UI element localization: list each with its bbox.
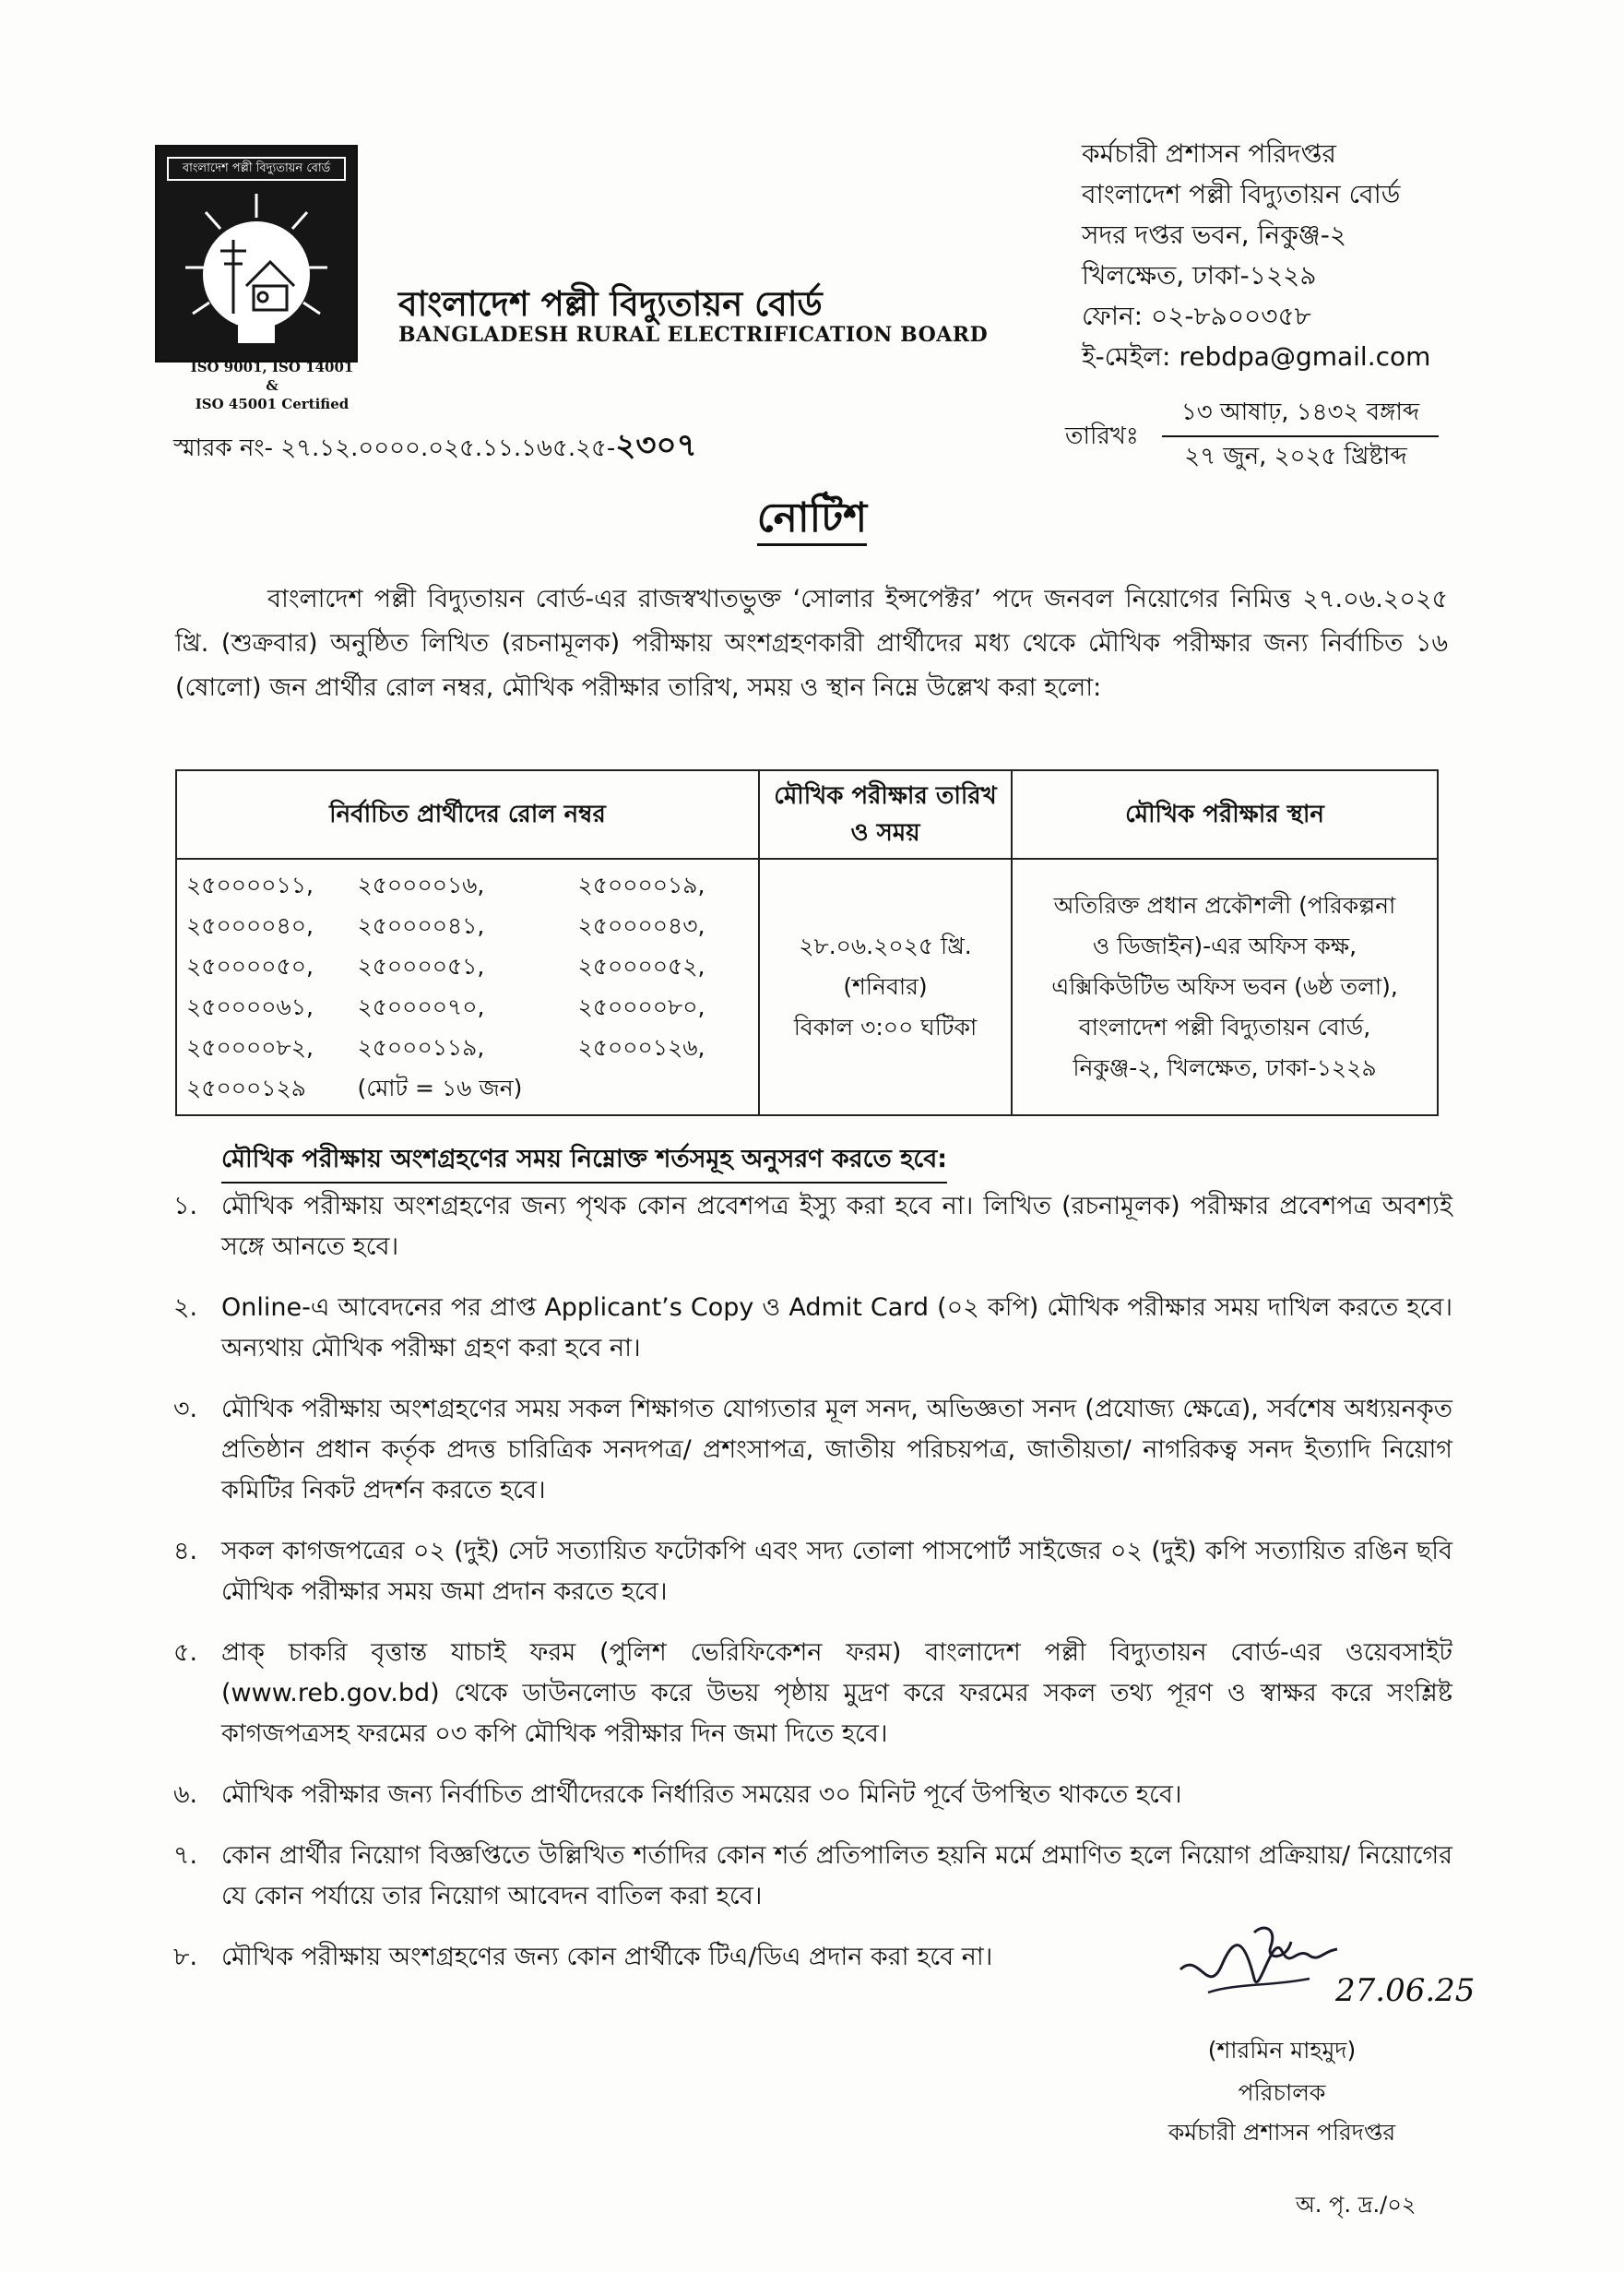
roll-number: ২৫০০০০৫২, <box>577 953 705 980</box>
conditions-heading: মৌখিক পরীক্ষায় অংশগ্রহণের সময় নিম্নোক্ত শর্তসমূহ অনুসরণ করতে হবে: <box>221 1140 947 1184</box>
roll-number: ২৫০০০১১৯, <box>357 1034 485 1061</box>
condition-number: ৪. <box>173 1537 198 1565</box>
condition-number: ৩. <box>173 1395 198 1423</box>
condition-text: প্রাক্ চাকরি বৃত্তান্ত যাচাই ফরম (পুলিশ ভেরিফিকেশন ফরম) বাংলাদেশ পল্লী বিদ্যুতায়ন বোর্ড-এর ওয়েবসাইট (www.reb.gov.bd) থেকে ডাউনলোড করে উভয় পৃষ্ঠায় মুদ্রণ করে ফরমের সকল তথ্য পূরণ ও স্বাক্ষর করে সংশ্লিষ্ট কাগজপত্রসহ ফরমের ০৩ কপি মৌখিক পরীক্ষার দিন জমা দিতে হবে। <box>221 1638 1452 1748</box>
roll-number: ২৫০০০০৭০, <box>357 993 485 1020</box>
condition-number: ১. <box>173 1192 198 1220</box>
roll-number <box>578 1068 749 1109</box>
signer-department: কর্মচারী প্রশাসন পরিদপ্তর <box>1168 2119 1396 2146</box>
roll-number: ২৫০০০০৫১, <box>357 953 485 980</box>
viva-date-time-cell <box>759 859 1012 1115</box>
roll-numbers-cell <box>176 859 759 1115</box>
signer-designation: পরিচালক <box>1238 2079 1326 2106</box>
notice-title-text: নোটিশ <box>757 494 867 546</box>
address-line: সদর দপ্তর ভবন, নিকুঞ্জ-২ <box>1082 220 1347 250</box>
logo-text: বাংলাদেশ পল্লী বিদ্যুতায়ন বোর্ড <box>167 157 346 181</box>
bulb-tower-icon <box>167 184 346 351</box>
signer-name: (শারমিন মাহমুদ) <box>1207 2037 1357 2064</box>
roll-number: ২৫০০০১২৯ <box>186 1075 306 1101</box>
roll-number: ২৫০০০০৮০, <box>577 993 705 1020</box>
date-gregorian: ২৭ জুন, ২০২৫ খ্রিষ্টাব্দ <box>1184 443 1407 470</box>
iso-certification <box>184 358 360 413</box>
roll-row <box>186 987 749 1028</box>
date-label: তারিখঃ <box>1065 422 1139 450</box>
roll-row <box>186 906 749 946</box>
footer-code: অ. পৃ. দ্র./০২ <box>1296 2192 1417 2218</box>
condition-number: ৭. <box>173 1841 198 1870</box>
roll-number: ২৫০০০১২৬, <box>577 1034 705 1061</box>
condition-text: সকল কাগজপত্রের ০২ (দুই) সেট সত্যায়িত ফটোকপি এবং সদ্য তোলা পাসপোর্ট সাইজের ০২ (দুই) কপি সত্যায়িত রঙিন ছবি মৌখিক পরীক্ষার সময় জমা প্রদান করতে হবে। <box>221 1537 1452 1606</box>
reb-logo <box>155 145 358 363</box>
condition-text: Online-এ আবেদনের পর প্রাপ্ত Applicant’s Copy ও Admit Card (০২ কপি) মৌখিক পরীক্ষার সময় দাখিল করতে হবে। অন্যথায় মৌখিক পরীক্ষা গ্রহণ করা হবে না। <box>221 1293 1452 1362</box>
venue-line: নিকুঞ্জ-২, খিলক্ষেত, ঢাকা-১২২৯ <box>1073 1054 1377 1081</box>
viva-schedule-table <box>175 769 1439 1116</box>
condition-item <box>166 1288 1452 1369</box>
header-venue: মৌখিক পরীক্ষার স্থান <box>1012 770 1438 859</box>
header-roll-numbers: নির্বাচিত প্রার্থীদের রোল নম্বর <box>176 770 759 859</box>
viva-time: বিকাল ৩:০০ ঘটিকা <box>793 1014 978 1041</box>
table-row <box>176 859 1438 1115</box>
venue-line: ও ডিজাইন)-এর অফিস কক্ষ, <box>1092 933 1357 959</box>
roll-number: ২৫০০০০৮২, <box>186 1034 314 1061</box>
iso-line-2: ISO 45001 Certified <box>195 396 350 412</box>
phone-line: ফোন: ০২-৮৯০০৩৫৮ <box>1082 301 1311 331</box>
venue-line: বাংলাদেশ পল্লী বিদ্যুতায়ন বোর্ড, <box>1078 1014 1371 1041</box>
condition-item <box>166 1775 1452 1815</box>
roll-number: ২৫০০০০৬১, <box>186 993 314 1020</box>
date-bangla-calendar: ১৩ আষাঢ়, ১৪৩২ বঙ্গাব্দ <box>1162 393 1439 437</box>
viva-weekday: (শনিবার) <box>843 973 928 1000</box>
org-name-english: BANGLADESH RURAL ELECTRIFICATION BOARD <box>398 323 989 347</box>
roll-number: ২৫০০০০১১, <box>186 872 314 898</box>
roll-number: ২৫০০০০৪০, <box>186 912 314 939</box>
condition-number: ৮. <box>173 1943 198 1971</box>
notice-title <box>0 487 1624 554</box>
roll-number: ২৫০০০০১৯, <box>577 872 705 898</box>
handwritten-signature <box>1171 1914 1346 2016</box>
memo-number <box>173 422 697 474</box>
header-date-time: মৌখিক পরীক্ষার তারিখ ও সময় <box>759 770 1012 859</box>
condition-text: মৌখিক পরীক্ষার জন্য নির্বাচিত প্রার্থীদেরকে নির্ধারিত সময়ের ৩০ মিনিট পূর্বে উপস্থিত থাকতে হবে। <box>221 1780 1182 1809</box>
condition-text: কোন প্রার্থীর নিয়োগ বিজ্ঞপ্তিতে উল্লিখিত শর্তাদির কোন শর্ত প্রতিপালিত হয়নি মর্মে প্রমাণিত হলে নিয়োগ প্রক্রিয়ায়/ নিয়োগের যে কোন পর্যায়ে তার নিয়োগ আবেদন বাতিল করা হবে। <box>221 1841 1452 1910</box>
signer-block <box>1144 2029 1420 2114</box>
roll-row <box>186 1068 749 1109</box>
roll-number: ২৫০০০০৪১, <box>357 912 485 939</box>
roll-number-grid <box>186 865 749 1109</box>
intro-paragraph: বাংলাদেশ পল্লী বিদ্যুতায়ন বোর্ড-এর রাজস্বখাতভুক্ত ‘সোলার ইন্সপেক্টর’ পদে জনবল নিয়োগের নিমিত্ত ২৭.০৬.২০২৫ খ্রি. (শুক্রবার) অনুষ্ঠিত লিখিত (রচনামূলক) পরীক্ষায় অংশগ্রহণকারী প্রার্থীদের মধ্য থেকে মৌখিক পরীক্ষার জন্য নির্বাচিত ১৬ (ষোলো) জন প্রার্থীর রোল নম্বর, মৌখিক পরীক্ষার তারিখ, সময় ও স্থান নিম্নে উল্লেখ করা হলো: <box>175 585 1448 702</box>
signature-date: 27.06.25 <box>1335 1972 1476 2009</box>
roll-number: ২৫০০০০৫০, <box>186 953 314 980</box>
iso-line-1: ISO 9001, ISO 14001 & <box>190 359 354 394</box>
memo-handwritten-number: ২৩০৭ <box>615 427 697 464</box>
office-address <box>1082 134 1430 377</box>
roll-number: ২৫০০০০৪৩, <box>577 912 705 939</box>
email-line: ই-মেইল: rebdpa@gmail.com <box>1082 341 1431 372</box>
condition-item <box>166 1186 1452 1267</box>
condition-item <box>166 1389 1452 1511</box>
memo-prefix: স্মারক নং- ২৭.১২.০০০০.০২৫.১১.১৬৫.২৫- <box>173 434 616 462</box>
condition-item <box>166 1633 1452 1755</box>
viva-date: ২৮.০৬.২০২৫ খ্রি. <box>799 933 972 959</box>
condition-item <box>166 1531 1452 1612</box>
roll-row <box>186 865 749 906</box>
address-line: কর্মচারী প্রশাসন পরিদপ্তর <box>1082 138 1336 169</box>
address-line: বাংলাদেশ পল্লী বিদ্যুতায়ন বোর্ড <box>1082 179 1401 209</box>
condition-item <box>166 1836 1452 1917</box>
condition-number: ২. <box>173 1293 198 1322</box>
conditions-list <box>166 1186 1452 1998</box>
viva-venue-cell <box>1012 859 1438 1115</box>
roll-row <box>186 946 749 987</box>
roll-row <box>186 1028 749 1068</box>
table-header-row <box>176 770 1438 859</box>
roll-number: ২৫০০০০১৬, <box>357 872 485 898</box>
roll-total: (মোট = ১৬ জন) <box>357 1075 523 1101</box>
org-name-bangla: বাংলাদেশ পল্লী বিদ্যুতায়ন বোর্ড <box>398 284 823 324</box>
condition-text: মৌখিক পরীক্ষায় অংশগ্রহণের জন্য পৃথক কোন প্রবেশপত্র ইস্যু করা হবে না। লিখিত (রচনামূলক) পরীক্ষার প্রবেশপত্র অবশ্যই সঙ্গে আনতে হবে। <box>221 1192 1452 1261</box>
venue-line: অতিরিক্ত প্রধান প্রকৌশলী (পরিকল্পনা <box>1053 892 1396 919</box>
condition-text: মৌখিক পরীক্ষায় অংশগ্রহণের সময় সকল শিক্ষাগত যোগ্যতার মূল সনদ, অভিজ্ঞতা সনদ (প্রযোজ্য ক্ষেত্রে), সর্বশেষ অধ্যয়নকৃত প্রতিষ্ঠান প্রধান কর্তৃক প্রদত্ত চারিত্রিক সনদপত্র/ প্রশংসাপত্র, জাতীয় পরিচয়পত্র, জাতীয়তা/ নাগরিকত্ব সনদ ইত্যাদি নিয়োগ কমিটির নিকট প্রদর্শন করতে হবে। <box>221 1395 1452 1505</box>
condition-number: ৬. <box>173 1780 198 1809</box>
condition-text: মৌখিক পরীক্ষায় অংশগ্রহণের জন্য কোন প্রার্থীকে টিএ/ডিএ প্রদান করা হবে না। <box>221 1943 993 1971</box>
venue-line: এক্সিকিউটিভ অফিস ভবন (৬ষ্ঠ তলা), <box>1051 973 1398 1000</box>
address-line: খিলক্ষেত, ঢাকা-১২২৯ <box>1082 260 1317 291</box>
condition-number: ৫. <box>173 1638 198 1667</box>
